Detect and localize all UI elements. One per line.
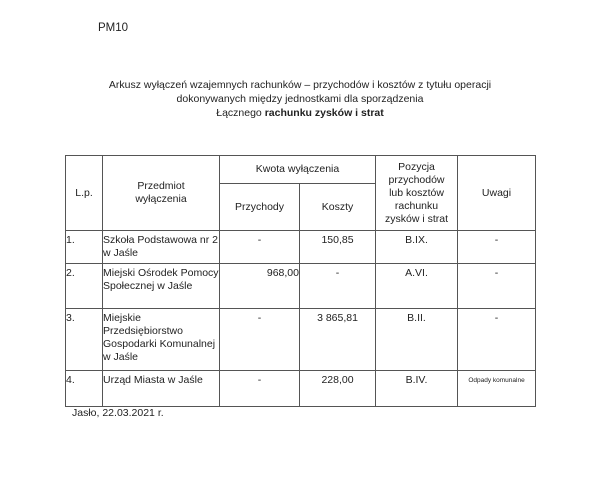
header-amount-group: Kwota wyłączenia — [220, 156, 376, 184]
header-lp: L.p. — [66, 156, 103, 231]
heading-line-3-bold: rachunku zysków i strat — [264, 107, 384, 119]
header-remarks: Uwagi — [458, 156, 536, 231]
cell-position: B.IX. — [376, 231, 458, 264]
document-heading — [60, 78, 540, 120]
cell-position: B.II. — [376, 309, 458, 371]
table-row — [66, 371, 536, 407]
cell-revenue: - — [220, 231, 300, 264]
header-costs: Koszty — [300, 184, 376, 231]
cell-remarks: - — [458, 264, 536, 309]
cell-remarks: - — [458, 309, 536, 371]
cell-costs: 3 865,81 — [300, 309, 376, 371]
heading-line-3 — [60, 106, 540, 120]
heading-line-2: dokonywanych między jednostkami dla sporządzenia — [176, 93, 424, 105]
cell-subject: Szkoła Podstawowa nr 2 w Jaśle — [103, 231, 220, 264]
heading-line-1: Arkusz wyłączeń wzajemnych rachunków – przychodów i kosztów z tytułu operacji — [108, 79, 492, 91]
cell-costs: 228,00 — [300, 371, 376, 407]
cell-subject: Urząd Miasta w Jaśle — [103, 371, 220, 407]
cell-subject: Miejskie Przedsiębiorstwo Gospodarki Komunalnej w Jaśle — [103, 309, 220, 371]
cell-revenue: 968,00 — [220, 264, 300, 309]
table-row — [66, 309, 536, 371]
cell-lp: 1. — [66, 231, 103, 264]
cell-lp: 4. — [66, 371, 103, 407]
header-revenue: Przychody — [220, 184, 300, 231]
cell-lp: 3. — [66, 309, 103, 371]
header-subject-text: Przedmiot wyłączenia — [135, 180, 187, 205]
header-position-text: Pozycja przychodów lub kosztów rachunku zysków i strat — [384, 160, 448, 225]
cell-revenue: - — [220, 309, 300, 371]
cell-remarks: - — [458, 231, 536, 264]
cell-revenue: - — [220, 371, 300, 407]
heading-line-3-prefix: Łącznego — [216, 107, 265, 119]
cell-subject: Miejski Ośrodek Pomocy Społecznej w Jaśle — [103, 264, 220, 309]
cell-position: B.IV. — [376, 371, 458, 407]
cell-position: A.VI. — [376, 264, 458, 309]
cell-costs: - — [300, 264, 376, 309]
table-row — [66, 264, 536, 309]
cell-lp: 2. — [66, 264, 103, 309]
table-row — [66, 231, 536, 264]
elimination-table — [65, 155, 536, 407]
cell-costs: 150,85 — [300, 231, 376, 264]
place-date: Jasło, 22.03.2021 r. — [72, 407, 164, 419]
cell-remarks: Odpady komunalne — [458, 371, 536, 407]
header-position — [376, 156, 458, 231]
document-code: PM10 — [98, 22, 129, 34]
header-subject — [103, 156, 220, 231]
